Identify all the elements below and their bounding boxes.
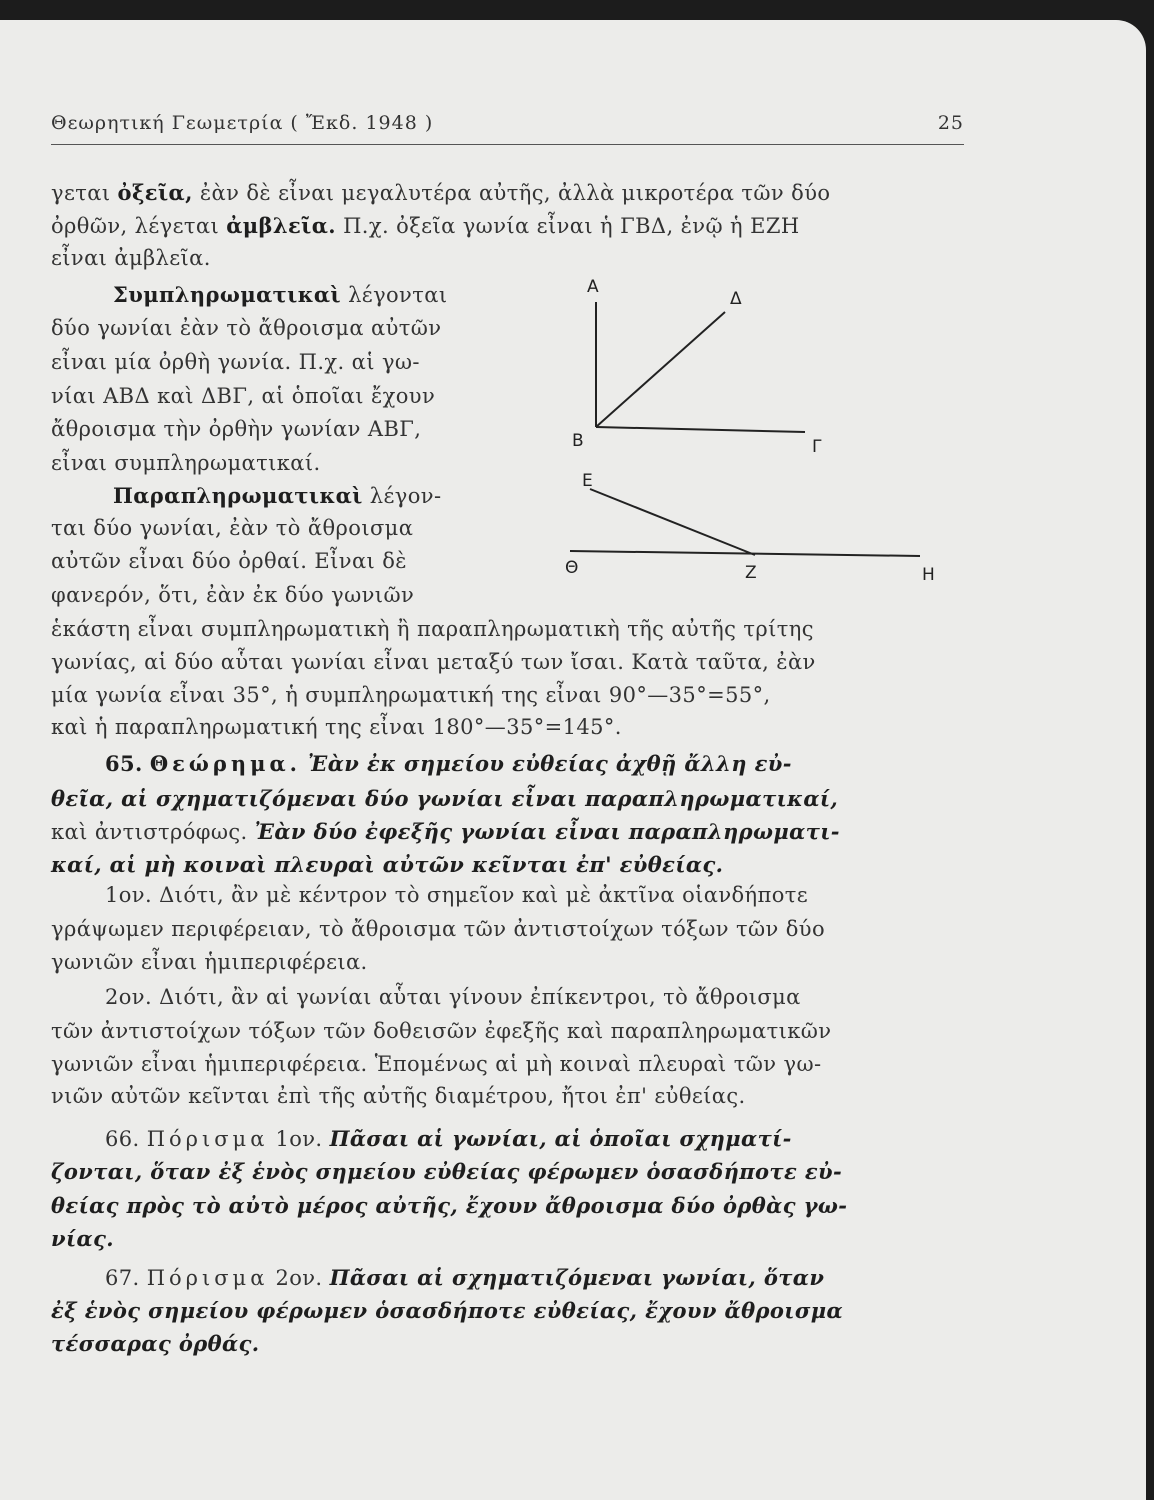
text-line: εἶναι συμπληρωματικαί. bbox=[51, 451, 321, 475]
text-line: γωνιῶν εἶναι ἡμιπεριφέρεια. Ἑπομένως αἱ μὴ κοιναὶ πλευραὶ τῶν γω- bbox=[51, 1052, 822, 1076]
section-ordinal: 2ον. bbox=[268, 1266, 323, 1290]
text-span: καὶ ἀντιστρόφως. bbox=[51, 820, 255, 844]
text-line bbox=[51, 1193, 847, 1218]
section-label: Πόρισμα bbox=[146, 1127, 269, 1151]
header-title: Θεωρητική Γεωμετρία ( Ἔκδ. 1948 ) bbox=[51, 112, 434, 134]
label-A: Α bbox=[587, 277, 599, 297]
text-line: νίαι ΑΒΔ καὶ ΔΒΓ, αἱ ὁποῖαι ἔχουν bbox=[51, 384, 436, 408]
text-line bbox=[51, 1159, 842, 1184]
porism-text: ζονται, ὅταν ἐξ ἑνὸς σημείου εὐθείας φέρωμεν ὁσασδήποτε εὐ- bbox=[51, 1159, 843, 1184]
text-line bbox=[51, 819, 840, 844]
term-amvleia: ἀμβλεῖα. bbox=[226, 213, 337, 238]
term-symplirom: Συμπληρωματικαὶ bbox=[113, 282, 341, 307]
porism-text: τέσσαρας ὀρθάς. bbox=[51, 1331, 260, 1356]
angle-figure bbox=[560, 270, 960, 590]
text-line bbox=[51, 786, 838, 811]
text-line: γωνίας, αἱ δύο αὗται γωνίαι εἶναι μεταξύ των ἴσαι. Κατὰ ταῦτα, ἐὰν bbox=[51, 650, 816, 674]
section-number: 66. bbox=[105, 1127, 140, 1151]
label-B: Β bbox=[572, 431, 584, 451]
label-H: Η bbox=[922, 565, 935, 585]
line-ZE bbox=[590, 489, 755, 555]
label-Z: Ζ bbox=[745, 563, 757, 583]
porism-text: θείας πρὸς τὸ αὐτὸ μέρος αὐτῆς, ἔχουν ἄθροισμα δύο ὀρθὰς γω- bbox=[51, 1193, 848, 1218]
text-line bbox=[51, 1331, 259, 1356]
text-line bbox=[113, 282, 447, 307]
text-line bbox=[51, 1298, 843, 1323]
text-line: καὶ ἡ παραπληρωματική της εἶναι 180°—35°=145°. bbox=[51, 715, 622, 739]
text-span: ὀρθῶν, λέγεται bbox=[51, 214, 227, 238]
page-number: 25 bbox=[937, 112, 964, 134]
text-line: 2ον. Διότι, ἂν αἱ γωνίαι αὗται γίνουν ἐπίκεντροι, τὸ ἄθροισμα bbox=[105, 985, 801, 1009]
theorem-text: Ἐὰν δύο ἐφεξῆς γωνίαι εἶναι παραπληρωματι- bbox=[254, 819, 840, 844]
text-line: μία γωνία εἶναι 35°, ἡ συμπληρωματική της εἶναι 90°—35°=55°, bbox=[51, 683, 771, 707]
text-line: 1ον. Διότι, ἂν μὲ κέντρον τὸ σημεῖον καὶ μὲ ἀκτῖνα οἱανδήποτε bbox=[105, 883, 809, 907]
porism-text: νίας. bbox=[51, 1226, 114, 1251]
text-line: γράψωμεν περιφέρειαν, τὸ ἄθροισμα τῶν ἀντιστοίχων τόξων τῶν δύο bbox=[51, 917, 825, 941]
line-BD bbox=[596, 312, 725, 427]
theorem-text: καί, αἱ μὴ κοιναὶ πλευραὶ αὐτῶν κεῖνται ἐπ' εὐθείας. bbox=[51, 852, 724, 877]
line-BG bbox=[596, 427, 805, 432]
term-parapliromatikai: Παραπληρωματικαὶ bbox=[113, 483, 363, 508]
text-line: τῶν ἀντιστοίχων τόξων τῶν δοθεισῶν ἐφεξῆς καὶ παραπληρωματικῶν bbox=[51, 1019, 832, 1043]
text-span: λέγονται bbox=[341, 283, 448, 307]
text-span: γεται bbox=[51, 181, 118, 205]
label-G: Γ bbox=[812, 437, 822, 457]
text-line bbox=[51, 180, 964, 205]
porism-66-heading bbox=[105, 1126, 792, 1151]
text-line: εἶναι ἀμβλεῖα. bbox=[51, 246, 211, 270]
label-E: Ε bbox=[582, 471, 593, 491]
text-span: λέγον- bbox=[362, 484, 442, 508]
text-line bbox=[51, 852, 723, 877]
theorem-65-heading bbox=[105, 751, 792, 776]
text-line bbox=[51, 213, 800, 238]
text-line bbox=[51, 1226, 114, 1251]
term-oxeia: ὀξεῖα, bbox=[117, 180, 193, 205]
text-span: Π.χ. ὀξεῖα γωνία εἶναι ἡ ΓΒΔ, ἐνῷ ἡ ΕΖΗ bbox=[336, 214, 800, 238]
text-line bbox=[113, 483, 441, 508]
label-D: Δ bbox=[730, 289, 742, 309]
running-header bbox=[51, 112, 964, 145]
porism-text: Πᾶσαι αἱ σχηματιζόμεναι γωνίαι, ὅταν bbox=[329, 1265, 825, 1290]
text-line: ἑκάστη εἶναι συμπληρωματικὴ ἢ παραπληρωματικὴ τῆς αὐτῆς τρίτης bbox=[51, 617, 814, 641]
porism-text: Πᾶσαι αἱ γωνίαι, αἱ ὁποῖαι σχηματί- bbox=[329, 1126, 792, 1151]
text-line: γωνιῶν εἶναι ἡμιπεριφέρεια. bbox=[51, 950, 368, 974]
label-TH: Θ bbox=[565, 558, 579, 578]
section-label: Θεώρημα. bbox=[149, 751, 301, 776]
theorem-text: Ἐὰν ἐκ σημείου εὐθείας ἀχθῇ ἄλλη εὐ- bbox=[308, 751, 792, 776]
text-span: ἐὰν δὲ εἶναι μεγαλυτέρα αὐτῆς, ἀλλὰ μικροτέρα τῶν δύο bbox=[192, 181, 831, 205]
text-line: εἶναι μία ὀρθὴ γωνία. Π.χ. αἱ γω- bbox=[51, 350, 420, 374]
section-ordinal: 1ον. bbox=[268, 1127, 323, 1151]
theorem-text: θεῖα, αἱ σχηματιζόμεναι δύο γωνίαι εἶναι παραπληρωματικαί, bbox=[51, 786, 839, 811]
section-label: Πόρισμα bbox=[146, 1266, 269, 1290]
section-number: 65. bbox=[105, 751, 143, 776]
text-line: ἄθροισμα τὴν ὀρθὴν γωνίαν ΑΒΓ, bbox=[51, 417, 422, 441]
text-line: ται δύο γωνίαι, ἐὰν τὸ ἄθροισμα bbox=[51, 516, 414, 540]
porism-text: ἐξ ἑνὸς σημείου φέρωμεν ὁσασδήποτε εὐθείας, ἔχουν ἄθροισμα bbox=[51, 1298, 844, 1323]
text-line: δύο γωνίαι ἐὰν τὸ ἄθροισμα αὐτῶν bbox=[51, 316, 442, 340]
porism-67-heading bbox=[105, 1265, 824, 1290]
section-number: 67. bbox=[105, 1266, 140, 1290]
text-line: φανερόν, ὅτι, ἐὰν ἐκ δύο γωνιῶν bbox=[51, 583, 415, 607]
text-line: αὐτῶν εἶναι δύο ὀρθαί. Εἶναι δὲ bbox=[51, 549, 407, 573]
text-line: νιῶν αὐτῶν κεῖνται ἐπὶ τῆς αὐτῆς διαμέτρου, ἤτοι ἐπ' εὐθείας. bbox=[51, 1084, 746, 1108]
